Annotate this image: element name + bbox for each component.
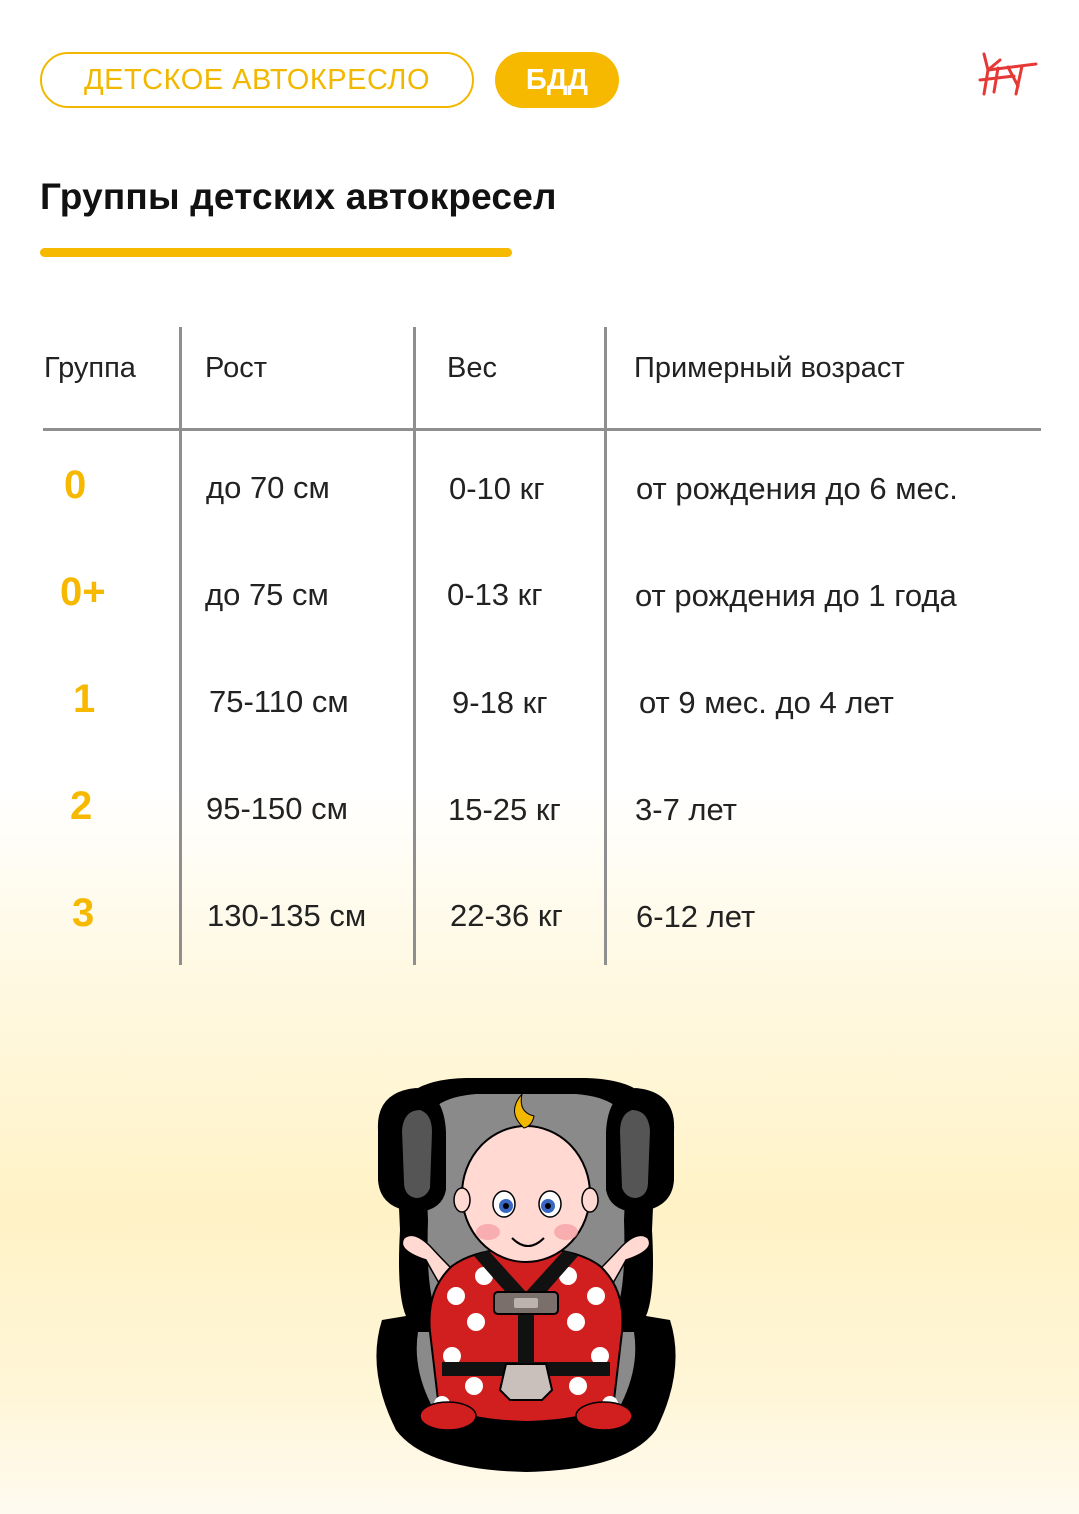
header-age: Примерный возраст — [634, 352, 905, 384]
page-title: Группы детских автокресел — [40, 176, 557, 217]
group-number: 3 — [72, 891, 95, 935]
header-weight: Вес — [447, 352, 497, 384]
table-divider — [413, 327, 416, 965]
group-number: 2 — [70, 784, 93, 828]
weight-cell: 0-10 кг — [449, 471, 545, 506]
age-cell: от рождения до 1 года — [635, 578, 957, 613]
header-height: Рост — [205, 352, 267, 384]
age-cell: 6-12 лет — [636, 899, 756, 934]
age-cell: от рождения до 6 мес. — [636, 471, 958, 506]
height-cell: 75-110 см — [209, 684, 349, 719]
title-underline — [40, 248, 512, 257]
weight-cell: 22-36 кг — [450, 898, 563, 933]
section-tag[interactable]: БДД — [495, 52, 619, 108]
table-divider — [604, 327, 607, 965]
height-cell: 95-150 см — [206, 791, 348, 826]
category-tag[interactable]: ДЕТСКОЕ АВТОКРЕСЛО — [40, 52, 474, 108]
age-cell: от 9 мес. до 4 лет — [639, 685, 894, 720]
table-header-divider — [43, 428, 1041, 431]
weight-cell: 0-13 кг — [447, 577, 543, 612]
table-divider — [179, 327, 182, 965]
baby-in-car-seat-illustration — [356, 1070, 696, 1475]
height-cell: до 70 см — [206, 470, 330, 505]
group-number: 0+ — [60, 570, 106, 614]
header-group: Группа — [44, 352, 136, 384]
group-number: 0 — [64, 463, 87, 507]
weight-cell: 9-18 кг — [452, 685, 548, 720]
height-cell: до 75 см — [205, 577, 329, 612]
car-seat-frame-icon — [978, 50, 1044, 102]
group-number: 1 — [73, 677, 96, 721]
age-cell: 3-7 лет — [635, 792, 737, 827]
height-cell: 130-135 см — [207, 898, 367, 933]
weight-cell: 15-25 кг — [448, 792, 561, 827]
